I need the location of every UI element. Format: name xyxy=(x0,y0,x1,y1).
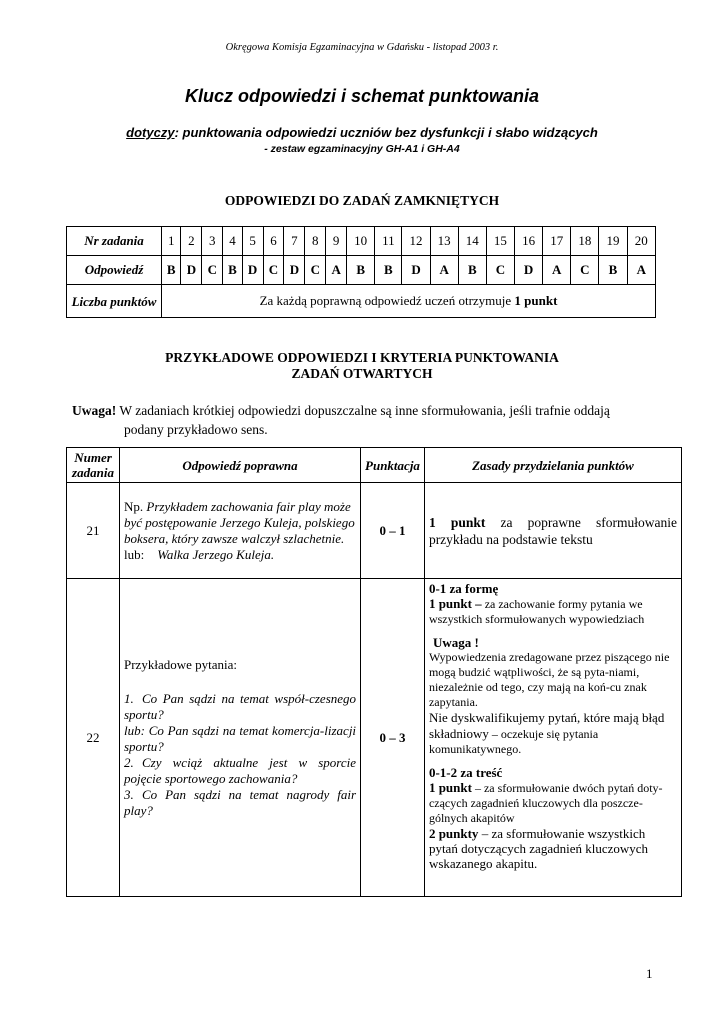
answer-cell: B xyxy=(223,256,242,285)
task-22-form-bold: 1 punkt – xyxy=(428,596,482,611)
task-22-c2-text: – za sformułowanie wszystkich pytań dotyczących zagadnień kluczowych wskazanego akapitu. xyxy=(428,826,649,871)
task-22-disq xyxy=(429,710,677,757)
answer-cell: D xyxy=(284,256,305,285)
task-21-points: 0 – 1 xyxy=(361,483,425,579)
task-22-content-2 xyxy=(429,826,677,871)
answer-cell: B xyxy=(458,256,486,285)
document-title: Klucz odpowiedzi i schemat punktowania xyxy=(184,86,540,106)
task-22-q3-text: Co Pan sądzi na temat nagrody fair play? xyxy=(124,786,357,818)
answer-cell: B xyxy=(375,256,402,285)
task-22-q2 xyxy=(124,755,356,787)
open-section-title-line1: PRZYKŁADOWE ODPOWIEDZI I KRYTERIA PUNKTOWANIA xyxy=(165,350,559,365)
task-21-alt: Walka Jerzego Kuleja. xyxy=(157,546,275,562)
closed-answers-table xyxy=(66,226,656,318)
closed-section-title: ODPOWIEDZI DO ZADAŃ ZAMKNIĘTYCH xyxy=(224,193,500,208)
task-22-q3 xyxy=(124,787,356,819)
subtitle-prefix: dotyczy xyxy=(126,125,175,140)
header-points: Punktacja xyxy=(361,448,425,483)
task-22-q1alt-text: Co Pan sądzi na temat komercja-lizacji sportu? xyxy=(124,722,357,754)
answer-cell: C xyxy=(571,256,599,285)
points-rule-bold: 1 punkt xyxy=(514,293,558,308)
answer-cell: B xyxy=(599,256,627,285)
document-subtitle-set: - zestaw egzaminacyjny GH-A1 i GH-A4 xyxy=(264,143,460,155)
answer-cell: B xyxy=(347,256,375,285)
task-number-cell: 18 xyxy=(571,227,599,256)
task-number-cell: 13 xyxy=(430,227,458,256)
task-22-c1-text: – za sformułowanie dwóch pytań doty-czących zagadnień kluczowych dla poszcze-gólnych akapitów xyxy=(428,781,663,825)
task-22-disq-text: – oczekuje się pytania komunikatywnego. xyxy=(428,727,599,756)
answer-cell: A xyxy=(326,256,347,285)
task-22-q2-text: Czy wciąż aktualne jest w sporcie pojęcie sportowego zachowania? xyxy=(124,754,357,786)
task-number-cell: 4 xyxy=(223,227,242,256)
subtitle-text: : punktowania odpowiedzi uczniów bez dysfunkcji i słabo widzących xyxy=(174,125,598,140)
task-22-points: 0 – 3 xyxy=(361,579,425,897)
task-22-note-title: Uwaga ! xyxy=(432,635,479,650)
task-21-rule-bold: 1 punkt xyxy=(428,514,486,530)
answer-cell: A xyxy=(627,256,655,285)
task-number-cell: 11 xyxy=(375,227,402,256)
task-number-cell: 20 xyxy=(627,227,655,256)
task-number-cell: 1 xyxy=(162,227,181,256)
task-22-answer xyxy=(120,579,361,897)
task-number-cell: 3 xyxy=(202,227,223,256)
task-22-c1-bold: 1 punkt xyxy=(428,780,472,795)
task-22-lead: Przykładowe pytania: xyxy=(124,656,237,672)
header-line: Okręgowa Komisja Egzaminacyjna w Gdańsku - listopad 2003 r. xyxy=(225,42,499,53)
task-21-number: 21 xyxy=(67,483,120,579)
task-22-form-title: 0-1 za formę xyxy=(428,581,499,596)
task-22-content-1 xyxy=(429,780,677,826)
task-22-q2-num: 2. xyxy=(124,754,134,770)
task-number-cell: 6 xyxy=(263,227,284,256)
task-number-cell: 8 xyxy=(305,227,326,256)
task-22-form-rule xyxy=(429,596,677,627)
note-label: Uwaga! xyxy=(72,403,117,418)
task-22-number: 22 xyxy=(67,579,120,897)
answers-row xyxy=(67,256,656,285)
task-22-c2-bold: 2 punkty xyxy=(428,826,479,841)
answer-cell: A xyxy=(430,256,458,285)
note-line1: W zadaniach krótkiej odpowiedzi dopuszczalne są inne sformułowania, jeśli trafnie oddają xyxy=(116,403,610,418)
points-rule-cell xyxy=(162,285,656,318)
note-paragraph xyxy=(72,401,672,439)
task-number-cell: 19 xyxy=(599,227,627,256)
answer-cell: A xyxy=(543,256,571,285)
task-number-cell: 17 xyxy=(543,227,571,256)
task-21-rule-text: za poprawne sformułowanie przykładu na podstawie tekstu xyxy=(428,514,678,547)
header-number: Numer zadania xyxy=(67,448,120,483)
task-number-cell: 12 xyxy=(402,227,430,256)
task-numbers-row xyxy=(67,227,656,256)
row-label-number: Nr zadania xyxy=(67,227,162,256)
answer-cell: C xyxy=(305,256,326,285)
answer-cell: C xyxy=(263,256,284,285)
answer-cell: B xyxy=(162,256,181,285)
task-21-lub: lub: xyxy=(124,546,145,562)
points-rule-text: Za każdą poprawną odpowiedź uczeń otrzymuje xyxy=(259,293,515,308)
open-section-title-line2: ZADAŃ OTWARTYCH xyxy=(291,366,433,381)
task-number-cell: 2 xyxy=(181,227,202,256)
task-21-np: Np. xyxy=(124,498,147,514)
task-number-cell: 14 xyxy=(458,227,486,256)
task-number-cell: 16 xyxy=(515,227,543,256)
answer-cell: D xyxy=(181,256,202,285)
document-subtitle xyxy=(0,125,724,140)
answer-cell: D xyxy=(515,256,543,285)
task-21-rules xyxy=(424,483,681,579)
task-21-row xyxy=(67,483,682,579)
open-table-header xyxy=(67,448,682,483)
task-21-example: Przykładem zachowania fair play może być postępowanie Jerzego Kuleja, polskiego boksera, który zawsze walczył szlachetnie. xyxy=(124,498,355,546)
task-22-disq-big: Nie dyskwalifikujemy pytań, które mają błąd składniowy xyxy=(428,710,665,741)
answer-cell: D xyxy=(242,256,263,285)
task-number-cell: 15 xyxy=(486,227,514,256)
answer-cell: D xyxy=(402,256,430,285)
points-row xyxy=(67,285,656,318)
task-22-rules xyxy=(424,579,681,897)
task-number-cell: 7 xyxy=(284,227,305,256)
task-22-form-text: za zachowanie formy pytania we wszystkich sformułowanych wypowiedziach xyxy=(428,597,645,626)
task-22-q1 xyxy=(124,691,356,723)
task-22-q1alt xyxy=(124,723,356,755)
header-rules: Zasady przydzielania punktów xyxy=(424,448,681,483)
task-22-note-text: Wypowiedzenia zredagowane przez piszącego nie mogą budzić wątpliwości, że są pyta-niami, niezależnie od tego, czy mają na koń-cu znak zapytania. xyxy=(428,650,670,709)
task-22-q3-num: 3. xyxy=(124,786,134,802)
open-section-title xyxy=(0,350,724,382)
task-22-content-title: 0-1-2 za treść xyxy=(428,765,503,780)
row-label-points: Liczba punktów xyxy=(67,285,162,318)
answer-cell: C xyxy=(202,256,223,285)
task-22-row xyxy=(67,579,682,897)
header-answer: Odpowiedź poprawna xyxy=(120,448,361,483)
task-21-answer xyxy=(120,483,361,579)
task-number-cell: 5 xyxy=(242,227,263,256)
task-22-q1-text: Co Pan sądzi na temat współ-czesnego sportu? xyxy=(124,690,357,722)
task-number-cell: 10 xyxy=(347,227,375,256)
open-answers-table xyxy=(66,447,682,897)
row-label-answer: Odpowiedź xyxy=(67,256,162,285)
task-22-lub: lub: xyxy=(124,722,145,738)
page-number: 1 xyxy=(646,966,653,981)
task-number-cell: 9 xyxy=(326,227,347,256)
note-line2: podany przykładowo sens. xyxy=(124,422,268,437)
task-22-q1-num: 1. xyxy=(124,690,134,706)
answer-cell: C xyxy=(486,256,514,285)
